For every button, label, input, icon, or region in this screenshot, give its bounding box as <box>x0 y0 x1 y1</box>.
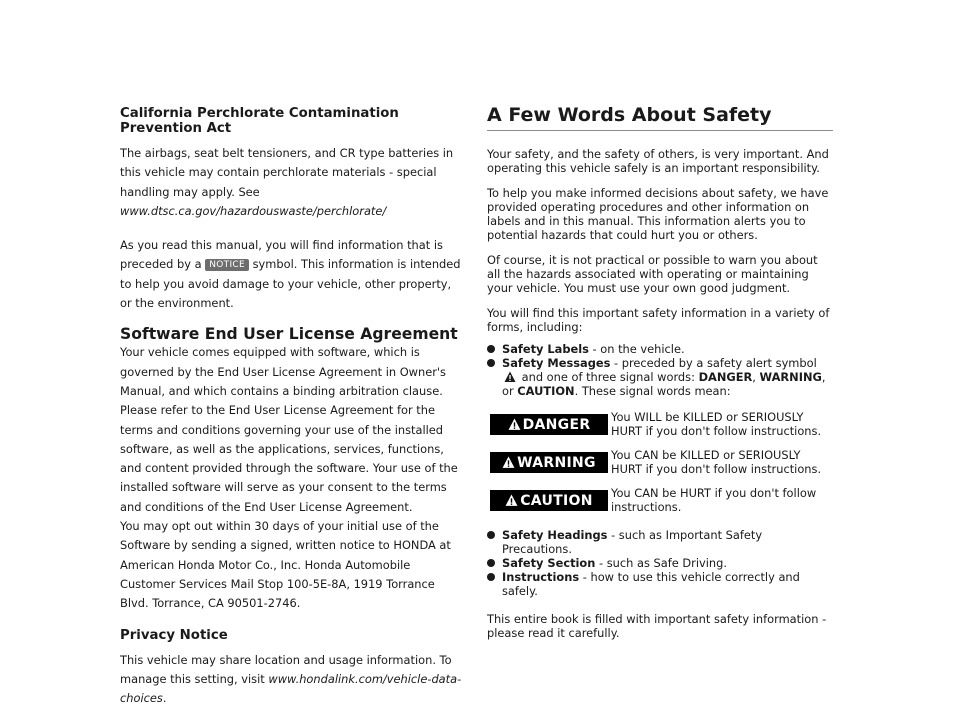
page-title: A Few Words About Safety <box>487 104 833 131</box>
safety-paragraph-5: This entire book is filled with important safety information - please read it carefully. <box>487 612 827 640</box>
signal-word-warning: WARNING <box>759 370 822 384</box>
privacy-paragraph <box>120 651 466 709</box>
list-item-text: and one of three signal words: <box>518 370 699 384</box>
signal-word-caution: CAUTION <box>517 384 575 398</box>
privacy-end: . <box>162 691 167 706</box>
right-column <box>487 104 833 640</box>
safety-forms-list <box>487 342 833 398</box>
danger-label: DANGER <box>522 416 591 433</box>
eula-heading: Software End User License Agreement <box>120 325 458 344</box>
signal-row-warning <box>487 448 833 476</box>
safety-paragraph-4: You will find this important safety information in a variety of forms, including: <box>487 306 830 334</box>
list-item-text: - such as Important Safety Precautions. <box>502 528 763 556</box>
notice-text-after: symbol. This information is intended to help you avoid damage to your vehicle, other property, or the environment. <box>120 257 461 311</box>
danger-badge <box>490 414 608 435</box>
caution-badge <box>490 490 608 511</box>
perchlorate-paragraph <box>120 144 466 221</box>
eula-paragraph-2: You may opt out within 30 days of your initial use of the Software by sending a signed, written notice to HONDA at American Honda Motor Co., Inc. Honda Automobile Customer Services Mail Stop 100-5E-8A, 1919 Torrance Blvd. Torrance, CA 90501-2746. <box>120 519 451 611</box>
list-item-text: - preceded by a safety alert symbol <box>610 356 817 370</box>
left-column <box>120 106 466 708</box>
list-item <box>487 556 833 570</box>
list-item-bold: Safety Section <box>502 556 596 570</box>
safety-paragraph-3: Of course, it is not practical or possible to warn you about all the hazards associated with operating or maintaining your vehicle. You must use your own good judgment. <box>487 253 818 295</box>
warning-badge <box>490 452 608 473</box>
list-item <box>487 356 833 398</box>
safety-alert-triangle-icon <box>508 418 521 431</box>
caution-label: CAUTION <box>520 492 593 509</box>
list-item-bold: Instructions <box>502 570 580 584</box>
list-item-bold: Safety Headings <box>502 528 608 542</box>
list-item-text: - on the vehicle. <box>588 342 685 356</box>
signal-word-danger: DANGER <box>698 370 753 384</box>
safety-sections-list <box>487 528 833 598</box>
separator: , <box>752 370 760 384</box>
privacy-heading: Privacy Notice <box>120 627 228 643</box>
signal-row-caution <box>487 486 833 514</box>
notice-paragraph <box>120 236 466 313</box>
safety-paragraph-1: Your safety, and the safety of others, is very important. And operating this vehicle safely is an important responsibility. <box>487 147 829 175</box>
safety-paragraph-2: To help you make informed decisions about safety, we have provided operating procedures and other information on labels and in this manual. This information alerts you to potential hazards that could hurt you or others. <box>487 186 829 242</box>
privacy-url: www.hondalink.com/vehicle-data-choices <box>120 671 462 706</box>
safety-alert-triangle-icon <box>504 371 516 383</box>
safety-alert-triangle-icon <box>505 494 518 507</box>
warning-label: WARNING <box>517 454 596 471</box>
separator: , or <box>502 370 826 398</box>
perchlorate-heading: California Perchlorate Contamination Prevention Act <box>120 106 399 136</box>
danger-description: You WILL be KILLED or SERIOUSLY HURT if you don't follow instructions. <box>611 410 822 438</box>
list-item-text: - such as Safe Driving. <box>595 556 727 570</box>
warning-description: You CAN be KILLED or SERIOUSLY HURT if you don't follow instructions. <box>611 448 822 476</box>
list-item-bold: Safety Messages <box>502 356 611 370</box>
privacy-text: This vehicle may share location and usage information. To manage this setting, visit <box>120 652 452 686</box>
list-item <box>487 528 833 556</box>
perchlorate-url: www.dtsc.ca.gov/hazardouswaste/perchlorate/ <box>120 203 387 218</box>
list-item-text: . These signal words mean: <box>574 384 731 398</box>
perchlorate-text: The airbags, seat belt tensioners, and CR type batteries in this vehicle may contain perchlorate materials - special handling may apply. See <box>120 146 454 199</box>
list-item-text: - how to use this vehicle correctly and safely. <box>502 570 800 598</box>
notice-symbol: NOTICE <box>205 259 249 271</box>
eula-paragraph-1: Your vehicle comes equipped with software, which is governed by the End User License Agreement in Owner's Manual, and which contains a binding arbitration clause. Please refer to the End User License Agreement for the terms and conditions governing your use of the installed software, as well as the applications, services, functions, and content provided through the software. Your use of the installed software will serve as your consent to the terms and conditions of the End User License Agreement. <box>120 345 458 514</box>
caution-description: You CAN be HURT if you don't follow instructions. <box>611 486 817 514</box>
safety-alert-triangle-icon <box>502 456 515 469</box>
list-item-bold: Safety Labels <box>502 342 589 356</box>
list-item <box>487 570 833 598</box>
list-item <box>487 342 833 356</box>
signal-row-danger <box>487 410 833 438</box>
signal-words-table <box>487 410 833 514</box>
notice-text-before: As you read this manual, you will find information that is preceded by a <box>120 238 443 272</box>
